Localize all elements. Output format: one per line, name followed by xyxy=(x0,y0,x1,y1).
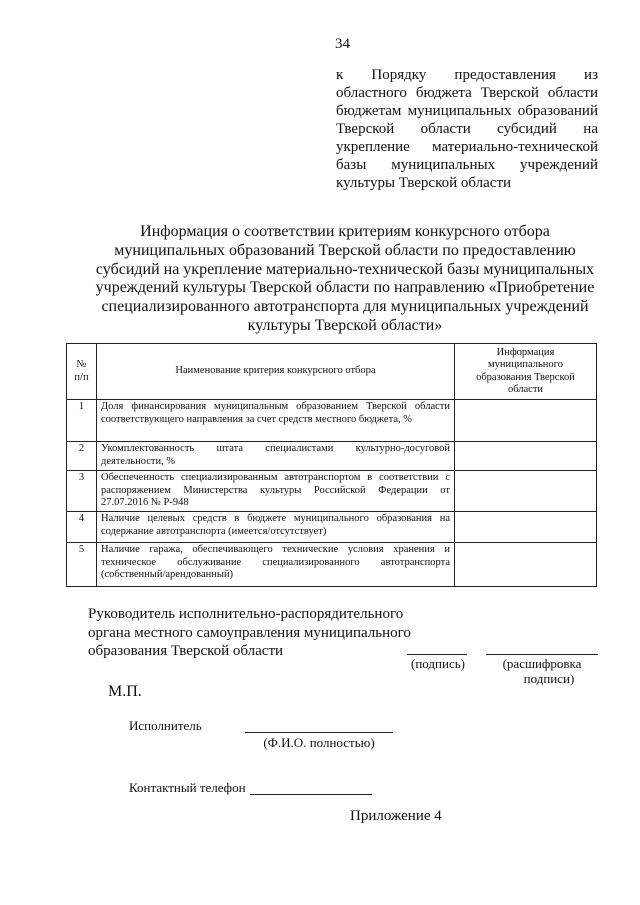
row-info xyxy=(455,442,597,471)
decode-label xyxy=(484,656,600,686)
header-info: Информация муниципального образования Тверской области xyxy=(455,344,597,400)
signature-line xyxy=(407,654,467,655)
phone-line xyxy=(250,794,372,795)
decode-label-line: подписи) xyxy=(523,671,575,686)
heading-line: учреждений культуры Тверской области по направлению «Приобретение xyxy=(95,279,595,297)
heading-line: специализированного автотранспорта для муниципальных учреждений xyxy=(101,298,589,316)
row-info xyxy=(455,471,597,512)
reference-line: к Порядку предоставления из xyxy=(336,67,598,83)
row-info xyxy=(455,512,597,543)
reference-line: укрепление материально-технической xyxy=(336,139,598,155)
executor-caption: (Ф.И.О. полностью) xyxy=(263,735,375,750)
reference-line: областного бюджета Тверской области xyxy=(336,85,598,101)
table-row xyxy=(67,442,597,471)
table-row xyxy=(67,512,597,543)
signatory-block xyxy=(88,605,428,661)
decode-label-line: (расшифровка xyxy=(502,656,582,671)
row-criterion: Укомплектованность штата специалистами культурно-досуговой деятельности, % xyxy=(97,442,455,471)
row-info xyxy=(455,543,597,587)
signature-label: (подпись) xyxy=(411,656,465,671)
stamp-place: М.П. xyxy=(108,683,142,700)
row-num: 1 xyxy=(67,400,97,442)
phone-label: Контактный телефон xyxy=(129,780,246,795)
row-num: 2 xyxy=(67,442,97,471)
row-num: 4 xyxy=(67,512,97,543)
criteria-table xyxy=(66,343,597,587)
reference-line: базы муниципальных учреждений xyxy=(336,157,598,173)
signatory-line: Руководитель исполнительно-распорядительного xyxy=(88,606,404,622)
signatory-line: органа местного самоуправления муниципального xyxy=(88,624,411,641)
heading-line: субсидий на укрепление материально-технической базы муниципальных xyxy=(95,260,595,278)
header-num: № п/п xyxy=(67,344,97,400)
page-number: 34 xyxy=(335,36,350,52)
appendix-label: Приложение 4 xyxy=(350,808,442,824)
table-row xyxy=(67,543,597,587)
row-criterion: Обеспеченность специализированным автотранспортом в соответствии с распоряжением Министерства культуры Российской Федерации от 27.07.2016 № Р-948 xyxy=(97,471,455,512)
row-num: 3 xyxy=(67,471,97,512)
heading-line: культуры Тверской области» xyxy=(247,316,443,334)
table-row xyxy=(67,471,597,512)
reference-line: Тверской области субсидий на xyxy=(336,121,598,137)
row-criterion: Доля финансирования муниципальным образованием Тверской области соответствующего направления за счет средств местного бюджета, % xyxy=(97,400,455,442)
table-header-row xyxy=(67,344,597,400)
row-criterion: Наличие целевых средств в бюджете муниципального образования на содержание автотранспорта (имеется/отсутствует) xyxy=(97,512,455,543)
document-heading xyxy=(80,223,610,336)
reference-line: бюджетам муниципальных образований xyxy=(336,103,598,119)
row-criterion: Наличие гаража, обеспечивающего технические условия хранения и техническое обслуживание специализированного автотранспорта (собственный/арендованный) xyxy=(97,543,455,587)
heading-line: Информация о соответствии критериям конкурсного отбора xyxy=(140,223,550,240)
heading-line: муниципальных образований Тверской области по предоставлению xyxy=(114,241,576,259)
decode-line xyxy=(486,654,598,655)
executor-label: Исполнитель xyxy=(129,718,202,733)
signatory-line: образования Тверской области xyxy=(88,643,284,659)
reference-line: культуры Тверской области xyxy=(336,175,512,191)
reference-block xyxy=(336,66,598,192)
header-criterion: Наименование критерия конкурсного отбора xyxy=(97,344,455,400)
row-num: 5 xyxy=(67,543,97,587)
executor-line xyxy=(245,732,393,733)
table-row xyxy=(67,400,597,442)
row-info xyxy=(455,400,597,442)
